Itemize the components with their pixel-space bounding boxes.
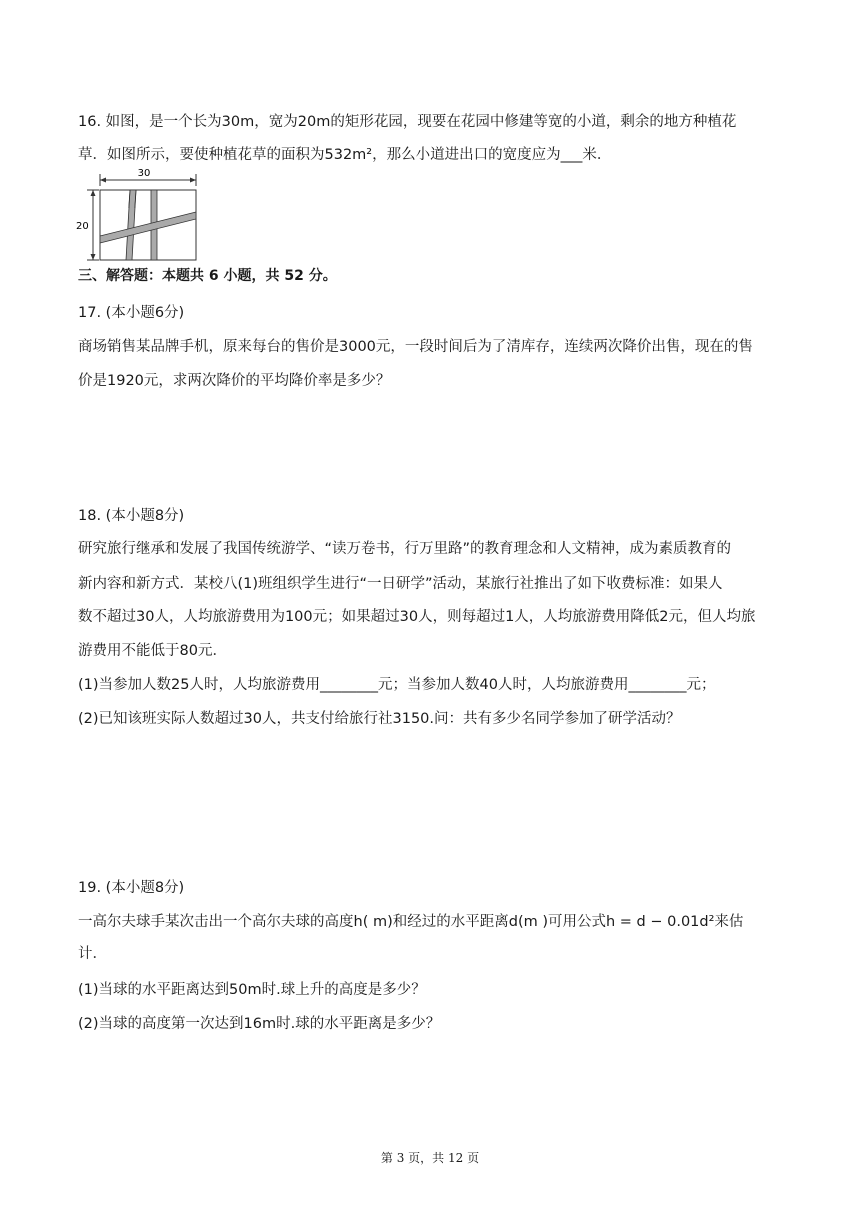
q18-part-1: (1)当参加人数25人时，人均旅游费用________元；当参加人数40人时，人均旅游费用________元； (78, 677, 716, 693)
q18-header: 18. (本小题8分) (78, 508, 185, 524)
q19-part-1: (1)当球的水平距离达到50m时.球上升的高度是多少？ (78, 982, 426, 998)
q16-line-2: 草．如图所示，要使种植花草的面积为532m²，那么小道进出口的宽度应为___米． (78, 147, 612, 163)
height-arrow-top (91, 190, 96, 196)
q16-line-1: 16. 如图，是一个长为30m，宽为20m的矩形花园，现要在花园中修建等宽的小道，剩余的地方种植花 (78, 114, 737, 130)
q17-line-1: 商场销售某品牌手机，原来每台的售价是3000元，一段时间后为了清库存，连续两次降价出售，现在的售 (78, 339, 753, 355)
height-arrow-bottom (91, 254, 96, 260)
width-arrow-right (190, 178, 196, 183)
q19-header: 19. (本小题8分) (78, 880, 185, 896)
q19-line-2: 计． (78, 946, 107, 962)
q18-line-3: 数不超过30人，人均旅游费用为100元；如果超过30人，则每超过1人，人均旅游费用降低2元，但人均旅 (78, 609, 756, 625)
height-label: 20 (76, 221, 89, 232)
q17-header: 17. (本小题6分) (78, 305, 185, 321)
q18-line-4: 游费用不能低于80元． (78, 643, 227, 659)
page-footer: 第 3 页，共 12 页 (380, 1151, 480, 1165)
q17-line-2: 价是1920元，求两次降价的平均降价率是多少？ (78, 373, 391, 389)
q18-line-2: 新内容和新方式．某校八(1)班组织学生进行“一日研学”活动，某旅行社推出了如下收费标准：如果人 (78, 576, 723, 592)
section-heading: 三、解答题：本题共 6 小题，共 52 分。 (78, 268, 337, 284)
width-label: 30 (137, 168, 151, 179)
garden-figure (76, 166, 200, 262)
q18-line-1: 研究旅行继承和发展了我国传统游学、“读万卷书，行万里路”的教育理念和人文精神，成为素质教育的 (78, 541, 732, 557)
q19-part-2: (2)当球的高度第一次达到16m时.球的水平距离是多少？ (78, 1016, 441, 1032)
q18-part-2: (2)已知该班实际人数超过30人，共支付给旅行社3150.问：共有多少名同学参加了研学活动？ (78, 711, 681, 727)
width-arrow-left (100, 178, 106, 183)
q19-line-1: 一高尔夫球手某次击出一个高尔夫球的高度h( m)和经过的水平距离d(m )可用公式h = d − 0.01d²来估 (78, 914, 744, 930)
